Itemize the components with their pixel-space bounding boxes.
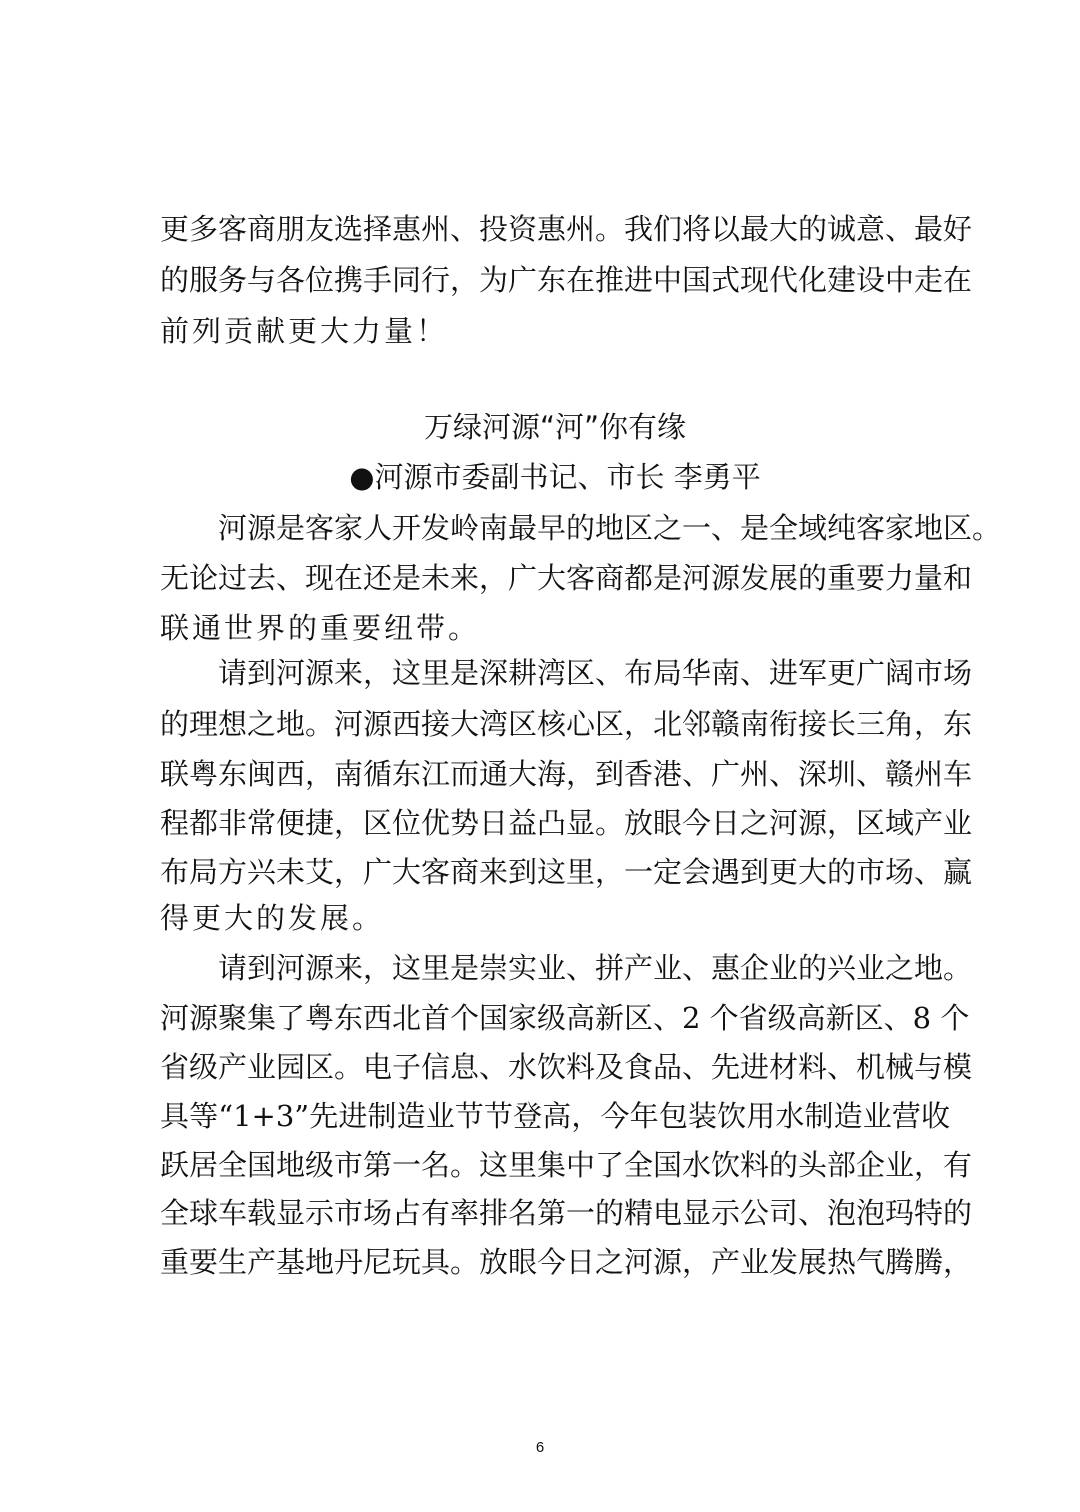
body-text-line: 的服务与各位携手同行，为广东在推进中国式现代化建设中走在: [160, 263, 973, 297]
document-page: [160, 0, 1002, 1512]
body-text-line: 联粤东闽西，南循东江而通大海，到香港、广州、深圳、赣州车: [160, 757, 973, 791]
author-line: ●河源市委副书记、市长 李勇平: [349, 460, 761, 494]
body-text-line: 得更大的发展。: [160, 901, 385, 935]
body-text-line: 的理想之地。河源西接大湾区核心区，北邻赣南衔接长三角，东: [160, 707, 973, 741]
body-text-line: 布局方兴未艾，广大客商来到这里，一定会遇到更大的市场、赢: [160, 855, 973, 889]
body-text-line: 具等“1+3”先进制造业节节登高，今年包装饮用水制造业营收: [160, 1099, 950, 1133]
page-number: 6: [535, 1439, 545, 1456]
body-text-line: 更多客商朋友选择惠州、投资惠州。我们将以最大的诚意、最好: [160, 212, 973, 246]
section-title: 万绿河源“河”你有缘: [423, 410, 687, 444]
body-text-line: 河源聚集了粤东西北首个国家级高新区、2 个省级高新区、8 个: [160, 1001, 970, 1035]
body-text-line: 前列贡献更大力量！: [160, 314, 449, 348]
body-text-line: 跃居全国地级市第一名。这里集中了全国水饮料的头部企业，有: [160, 1148, 973, 1182]
body-text-line: 重要生产基地丹尼玩具。放眼今日之河源，产业发展热气腾腾，: [160, 1245, 973, 1279]
body-text-line: 请到河源来，这里是崇实业、拼产业、惠企业的兴业之地。: [160, 951, 973, 985]
body-text-line: 请到河源来，这里是深耕湾区、布局华南、进军更广阔市场: [160, 656, 973, 690]
body-text-line: 全球车载显示市场占有率排名第一的精电显示公司、泡泡玛特的: [160, 1196, 973, 1230]
body-text-line: 无论过去、现在还是未来，广大客商都是河源发展的重要力量和: [160, 561, 973, 595]
body-text-line: 程都非常便捷，区位优势日益凸显。放眼今日之河源，区域产业: [160, 806, 973, 840]
body-text-line: 省级产业园区。电子信息、水饮料及食品、先进材料、机械与模: [160, 1050, 973, 1084]
body-text-line: 联通世界的重要纽带。: [160, 611, 481, 645]
body-text-line: 河源是客家人开发岭南最早的地区之一、是全域纯客家地区。: [160, 511, 1002, 545]
